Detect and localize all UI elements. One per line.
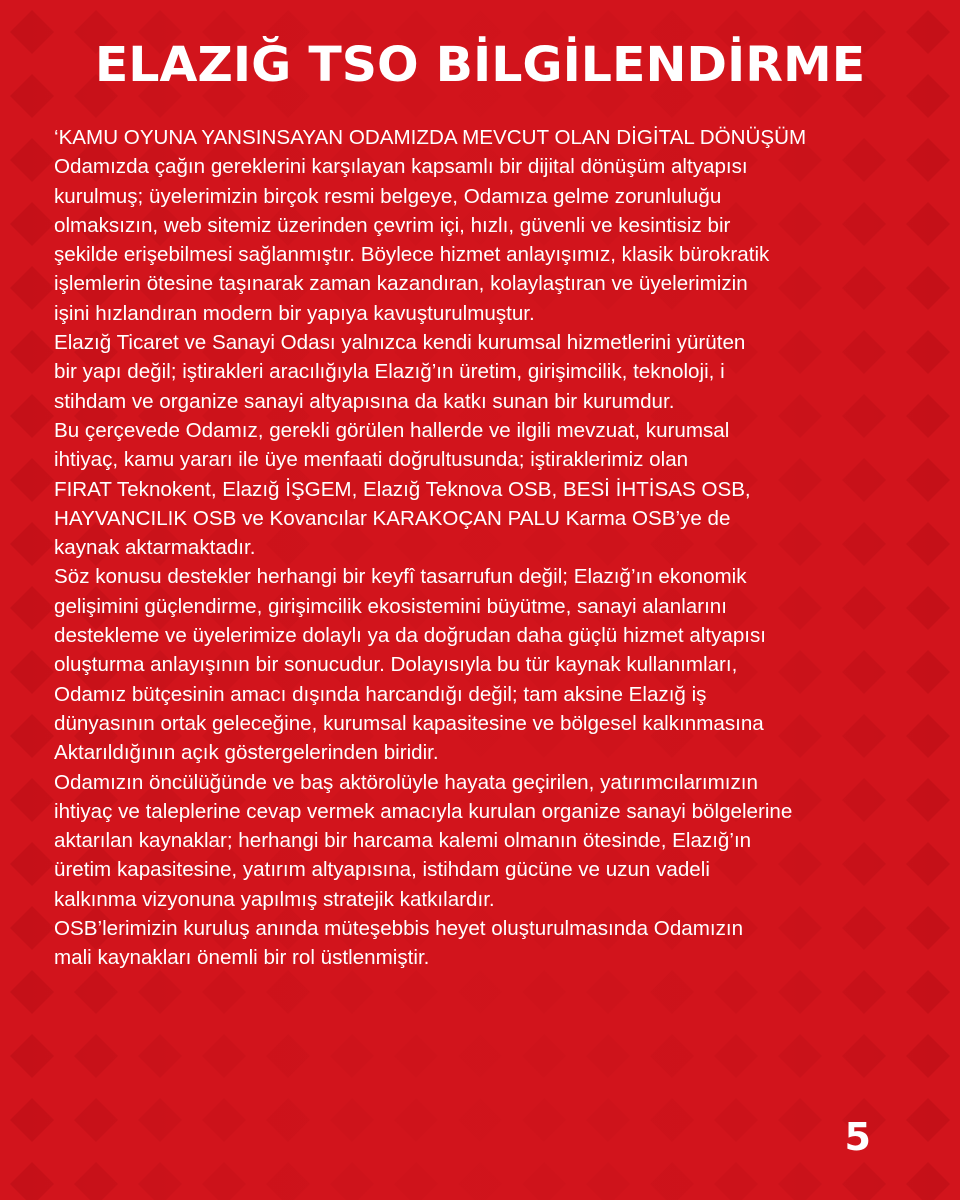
page-number: 5: [844, 1115, 871, 1159]
paragraph-osb-resources: Odamızın öncülüğünde ve baş aktörolüyle hayata geçirilen, yatırımcılarımızın ihtiyaç ve taleplerine cevap vermek amacıyla kurulan organize sanayi bölgelerine aktarılan kaynaklar; herhangi bir harcama kalemi olmanın ötesinde, Elazığ’ın üretim kapasitesine, yatırım altyapısına, istihdam gücüne ve uzun vadeli kalkınma vizyonuna yapılmış stratejik katkılardır.: [54, 770, 793, 911]
paragraph-digital-transformation: ‘KAMU OYUNA YANSINSAYAN ODAMIZDA MEVCUT OLAN DİGİTAL DÖNÜŞÜM Odamızda çağın gereklerini karşılayan kapsamlı bir dijital dönüşüm altyapısı kurulmuş; üyelerimizin birçok resmi belgeye, Odamıza gelme zorunluluğu olmaksızın, web sitemiz üzerinden çevrim içi, hızlı, güvenli ve kesintisiz bir şekilde erişebilmesi sağlanmıştır. Böylece hizmet anlayışımız, klasik bürokratik işlemlerin ötesine taşınarak zaman kazandıran, kolaylaştıran ve üyelerimizin işini hızlandıran modern bir yapıya kavuşturulmuştur.: [54, 126, 807, 325]
page-title: ELAZIĞ TSO BİLGİLENDİRME: [94, 37, 866, 93]
paragraph-osb-founding: OSB’lerimizin kuruluş anında müteşebbis heyet oluşturulmasında Odamızın mali kaynakları önemli bir rol üstlenmiştir.: [54, 917, 744, 970]
paragraph-subsidiaries: Bu çerçevede Odamız, gerekli görülen hallerde ve ilgili mevzuat, kurumsal ihtiyaç, kamu yararı ile üye menfaati doğrultusunda; iştiraklerimiz olan FIRAT Teknokent, Elazığ İŞGEM, Elazığ Teknova OSB, BESİ İHTİSAS OSB, HAYVANCILIK OSB ve Kovancılar KARAKOÇAN PALU Karma OSB’ye de kaynak aktarmaktadır.: [54, 418, 751, 560]
body-text: [54, 123, 934, 973]
paragraph-chamber-role: Elazığ Ticaret ve Sanayi Odası yalnızca kendi kurumsal hizmetlerini yürüten bir yapı değil; iştirakleri aracılığıyla Elazığ’ın üretim, girişimcilik, teknoloji, i stihdam ve organize sanayi altyapısına da katkı sunan bir kurumdur.: [54, 331, 746, 413]
paragraph-support-purpose: Söz konusu destekler herhangi bir keyfî tasarrufun değil; Elazığ’ın ekonomik gelişimini güçlendirme, girişimcilik ekosistemini büyütme, sanayi alanlarını destekleme ve üyelerimize dolaylı ya da doğrudan daha güçlü hizmet altyapısı oluşturma anlayışının bir sonucudur. Dolayısıyla bu tür kaynak kullanımları, Odamız bütçesinin amacı dışında harcandığı değil; tam aksine Elazığ iş dünyasının ortak geleceğine, kurumsal kapasitesine ve bölgesel kalkınmasına Aktarıldığının açık göstergelerinden biridir.: [54, 565, 767, 765]
